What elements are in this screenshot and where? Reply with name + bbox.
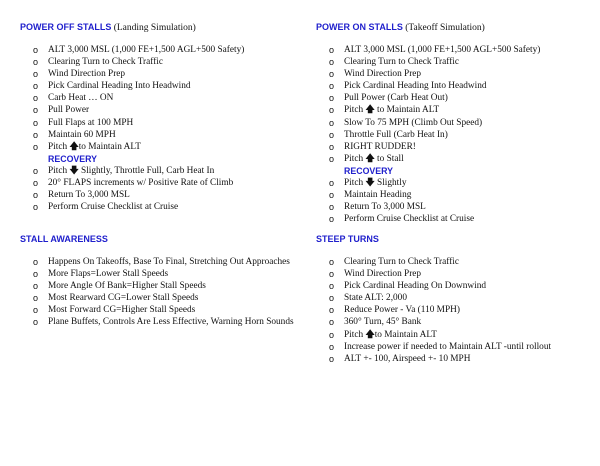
list-item: o Wind Direction Prep (329, 68, 591, 80)
power-off-stalls-section (20, 21, 295, 213)
list-item: o Throttle Full (Carb Heat In) (329, 129, 591, 141)
section-heading: POWER OFF STALLS (20, 22, 112, 32)
stall-awareness-section (20, 233, 295, 329)
pitch-label: Pitch (344, 105, 364, 116)
list-item: o Increase power if needed to Maintain ALT -until rollout (329, 341, 598, 353)
pitch-label: Pitch (344, 153, 364, 164)
pitch-text: Slightly, Throttle Full, Carb Heat In (81, 165, 215, 176)
pitch-text: to Maintain ALT (374, 329, 437, 340)
list-item: o Pick Cardinal Heading Into Headwind (329, 80, 591, 92)
list-item: o Clearing Turn to Check Traffic (329, 256, 598, 268)
section-heading: STALL AWARENESS (20, 234, 108, 244)
list-item: o 20° FLAPS increments w/ Positive Rate of Climb (33, 177, 295, 189)
list-item (33, 165, 295, 177)
list-item: o Pick Cardinal Heading On Downwind (329, 280, 598, 292)
list-item (329, 153, 591, 165)
list-item: o Pull Power (Carb Heat Out) (329, 92, 591, 104)
list-item: o Most Rearward CG=Lower Stall Speeds (33, 292, 295, 304)
list-item: o State ALT: 2,000 (329, 292, 598, 304)
section-heading: POWER ON STALLS (316, 22, 403, 32)
pitch-text: Slightly (377, 178, 407, 189)
section-subtitle: (Takeoff Simulation) (405, 23, 485, 33)
pitch-label: Pitch (48, 165, 68, 176)
arrow-up-icon: 🡅 (365, 153, 375, 164)
list-item: o Perform Cruise Checklist at Cruise (329, 213, 591, 225)
list-item: o Return To 3,000 MSL (33, 189, 295, 201)
list-item: o ALT 3,000 MSL (1,000 FE+1,500 AGL+500 Safety) (329, 44, 591, 56)
list-item: o Maintain 60 MPH (33, 129, 295, 141)
list-item: o Slow To 75 MPH (Climb Out Speed) (329, 117, 591, 129)
list-item (33, 141, 295, 153)
power-off-list (20, 44, 295, 213)
pitch-label: Pitch (344, 329, 364, 340)
pitch-text: to Maintain ALT (78, 141, 141, 152)
list-item: o Pick Cardinal Heading Into Headwind (33, 80, 295, 92)
section-heading: STEEP TURNS (316, 234, 379, 244)
steep-turns-title (316, 233, 598, 246)
list-item (329, 329, 598, 341)
list-item: o Clearing Turn to Check Traffic (329, 56, 591, 68)
list-item (329, 177, 591, 189)
arrow-up-icon: 🡅 (69, 141, 79, 152)
power-on-stalls-title (316, 21, 591, 34)
list-item: o RIGHT RUDDER! (329, 141, 591, 153)
pitch-label: Pitch (48, 141, 68, 152)
arrow-down-icon: 🡇 (69, 165, 79, 176)
steep-turns-list (316, 256, 598, 365)
recovery-heading: RECOVERY (344, 165, 394, 176)
list-item: o Full Flaps at 100 MPH (33, 117, 295, 129)
list-item: o Plane Buffets, Controls Are Less Effective, Warning Horn Sounds (33, 316, 295, 328)
steep-turns-section (316, 233, 598, 365)
power-on-stalls-section (316, 21, 591, 225)
list-item: o Most Forward CG=Higher Stall Speeds (33, 304, 295, 316)
power-off-stalls-title (20, 21, 295, 34)
list-item: o Wind Direction Prep (329, 268, 598, 280)
list-item: o 360° Turn, 45° Bank (329, 316, 598, 328)
pitch-text: to Maintain ALT (377, 105, 440, 116)
power-on-list (316, 44, 591, 225)
list-item (329, 104, 591, 116)
list-item: o Reduce Power - Va (110 MPH) (329, 304, 598, 316)
list-item: o Happens On Takeoffs, Base To Final, Stretching Out Approaches (33, 256, 295, 268)
list-item: o More Flaps=Lower Stall Speeds (33, 268, 295, 280)
pitch-label: Pitch (344, 178, 364, 189)
arrow-down-icon: 🡇 (365, 178, 375, 189)
list-item: o Return To 3,000 MSL (329, 201, 591, 213)
section-subtitle: (Landing Simulation) (113, 23, 196, 33)
list-item: o Maintain Heading (329, 189, 591, 201)
recovery-heading: RECOVERY (48, 153, 98, 164)
list-item: o Pull Power (33, 104, 295, 116)
list-item: o ALT 3,000 MSL (1,000 FE+1,500 AGL+500 Safety) (33, 44, 295, 56)
arrow-up-icon: 🡅 (365, 329, 375, 340)
stall-awareness-title (20, 233, 295, 246)
stall-awareness-list (20, 256, 295, 329)
list-item: o More Angle Of Bank=Higher Stall Speeds (33, 280, 295, 292)
list-item: o ALT +- 100, Airspeed +- 10 MPH (329, 353, 598, 365)
list-item: o Clearing Turn to Check Traffic (33, 56, 295, 68)
arrow-up-icon: 🡅 (365, 105, 375, 116)
list-item: o Carb Heat … ON (33, 92, 295, 104)
pitch-text: to Stall (377, 153, 404, 164)
list-item: o Wind Direction Prep (33, 68, 295, 80)
list-item: o Perform Cruise Checklist at Cruise (33, 201, 295, 213)
